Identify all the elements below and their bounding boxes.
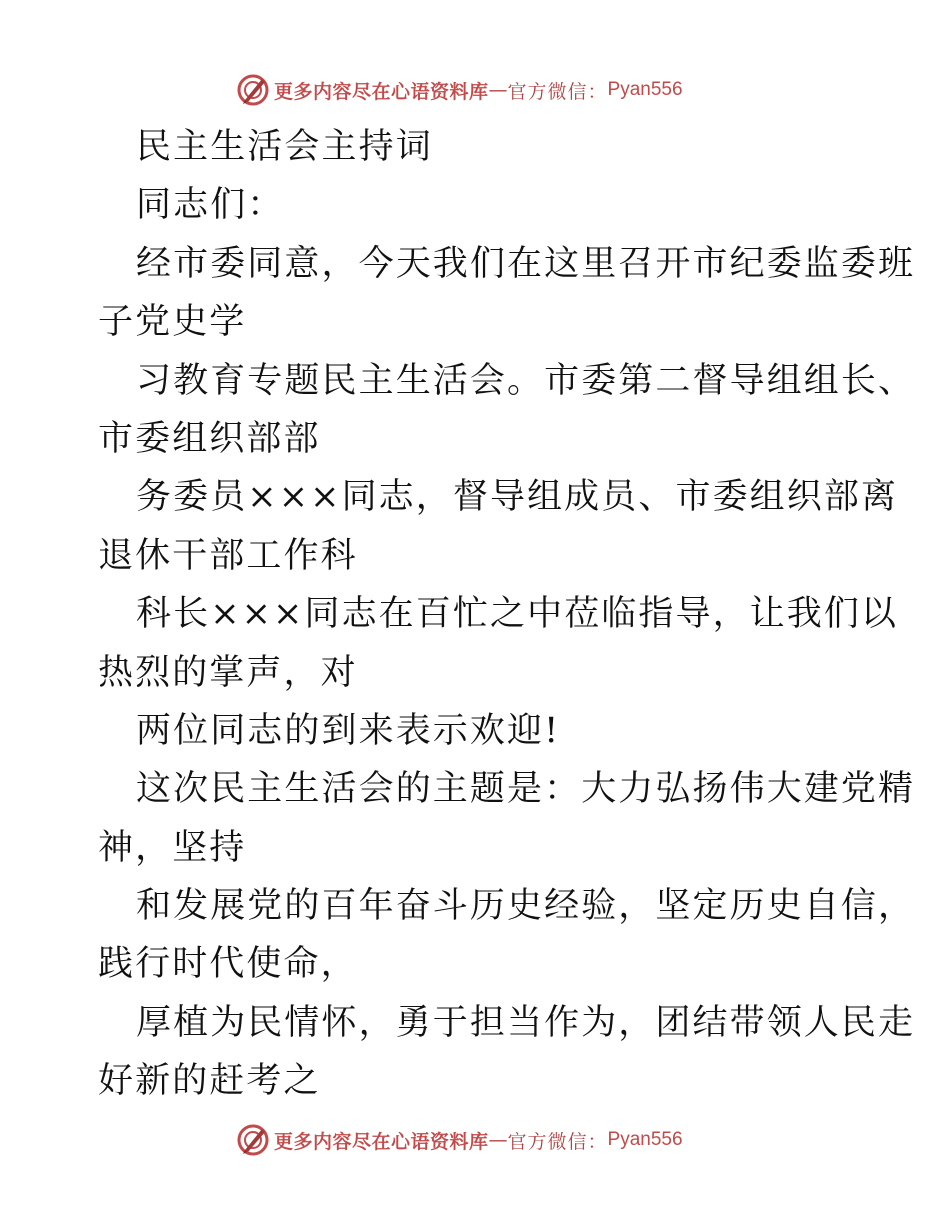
header-banner [236, 73, 683, 107]
document-line: 同志们： [136, 185, 285, 226]
banner-wechat-id: Pyan556 [607, 1129, 683, 1150]
banner-dash: — [488, 1129, 508, 1151]
document-line: 这次民主生活会的主题是：大力弘扬伟大建党精 [136, 769, 916, 810]
banner-wechat-label: 官方微信： [507, 80, 608, 103]
document-line: 厚植为民情怀，勇于担当作为，团结带领人民走 [136, 1002, 916, 1043]
quill-seal-logo-icon [236, 73, 270, 107]
document-line: 退休干部工作科 [98, 535, 358, 576]
document-line: 好新的赶考之 [98, 1061, 321, 1102]
banner-slogan: 更多内容尽在心语资料库 [274, 80, 489, 103]
document-line: 习教育专题民主生活会。市委第二督导组组长、 [136, 360, 916, 401]
banner-slogan: 更多内容尽在心语资料库 [274, 1130, 489, 1153]
document-line: 务委员×××同志，督导组成员、市委组织部离 [136, 477, 899, 518]
document-line: 神，坚持 [98, 827, 247, 868]
document-title: 民主生活会主持词 [136, 127, 433, 167]
banner-dash: — [488, 79, 508, 101]
document-line: 和发展党的百年奋斗历史经验，坚定历史自信， [136, 886, 916, 927]
quill-seal-logo-icon [236, 1123, 270, 1157]
document-line: 科长×××同志在百忙之中莅临指导，让我们以 [136, 594, 899, 635]
document-line: 子党史学 [98, 302, 247, 343]
document-body [98, 118, 916, 1111]
banner-wechat-label: 官方微信： [507, 1130, 608, 1153]
document-line: 市委组织部部 [98, 418, 321, 459]
document-line: 践行时代使命， [98, 944, 358, 985]
footer-banner [236, 1123, 683, 1157]
document-line: 经市委同意，今天我们在这里召开市纪委监委班 [136, 243, 916, 284]
banner-wechat-id: Pyan556 [607, 79, 683, 100]
document-line: 热烈的掌声，对 [98, 652, 358, 693]
document-line: 两位同志的到来表示欢迎! [136, 710, 561, 751]
